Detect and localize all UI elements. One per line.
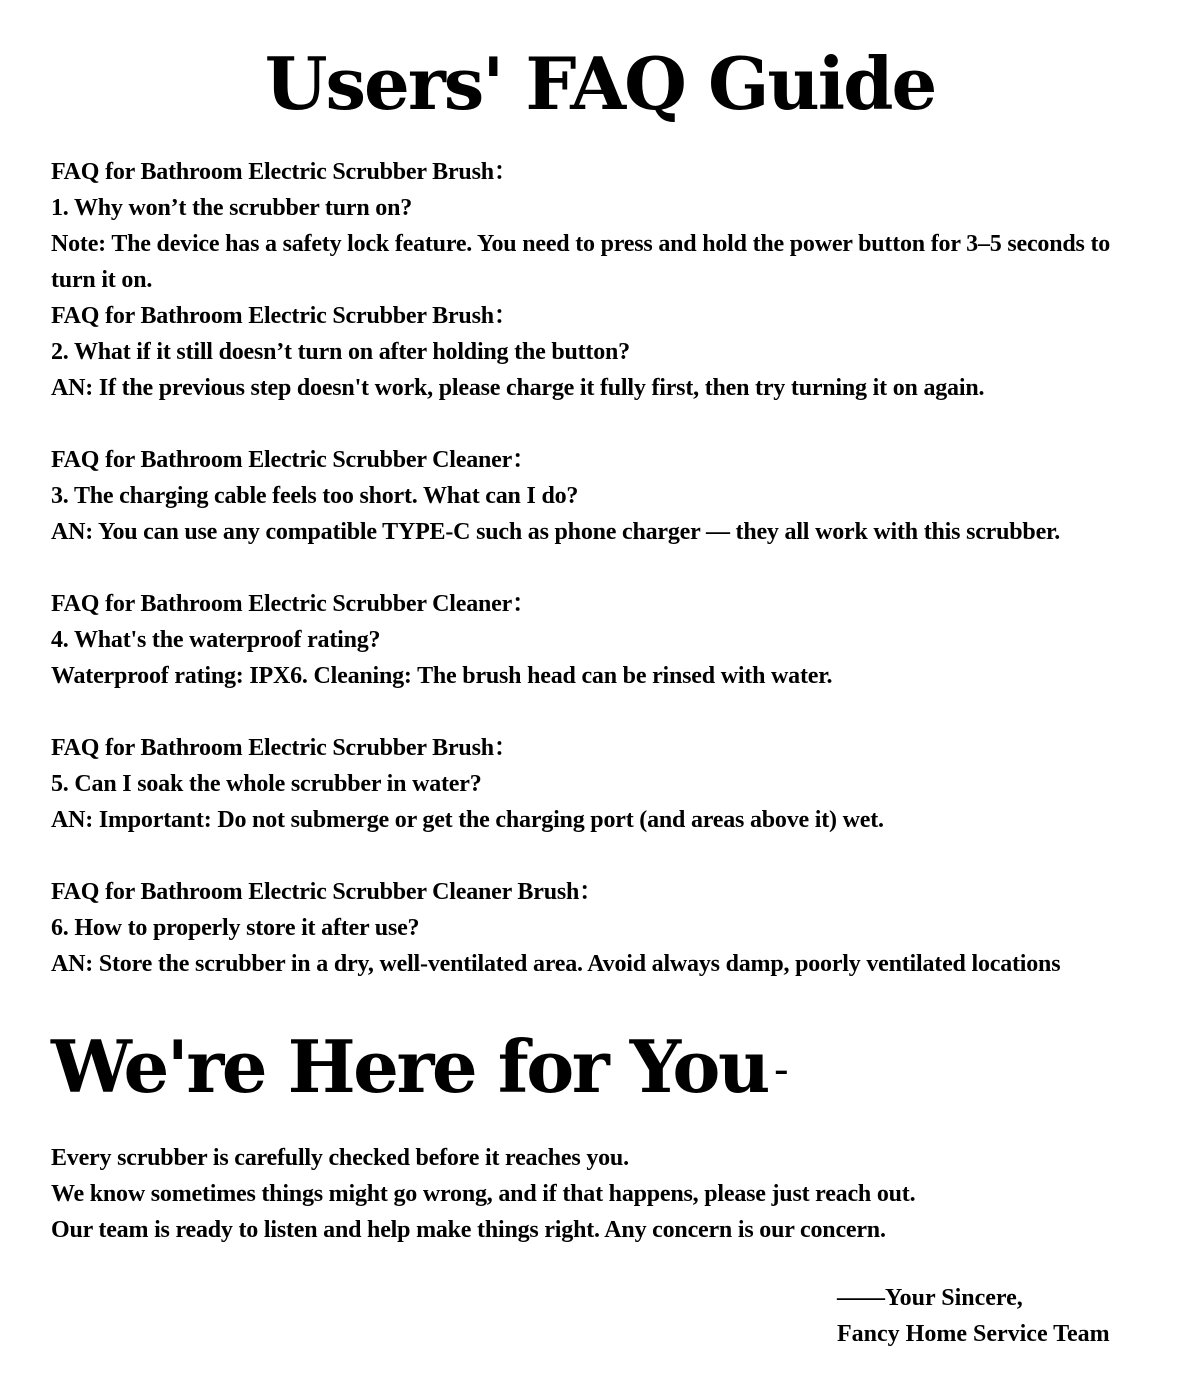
signature-team: Fancy Home Service Team — [837, 1321, 1110, 1347]
faq-item-2 — [51, 298, 1200, 442]
closing-line: We know sometimes things might go wrong, and if that happens, please just reach out. — [51, 1181, 916, 1207]
faq-answer: AN: Important: Do not submerge or get the charging port (and areas above it) wet. — [51, 807, 884, 833]
faq-category: FAQ for Bathroom Electric Scrubber Brush： — [51, 735, 518, 761]
closing-heading-text: We're Here for You — [51, 1024, 768, 1109]
closing-line: Every scrubber is carefully checked before it reaches you. — [51, 1145, 629, 1171]
faq-question: 1. Why won’t the scrubber turn on? — [51, 195, 413, 221]
faq-answer: AN: If the previous step doesn't work, please charge it fully first, then try turning it on again. — [51, 375, 985, 401]
faq-item-3 — [51, 442, 1200, 586]
faq-question: 4. What's the waterproof rating? — [51, 627, 381, 653]
closing-line: Our team is ready to listen and help make things right. Any concern is our concern. — [51, 1217, 886, 1243]
faq-question: 3. The charging cable feels too short. What can I do? — [51, 483, 579, 509]
faq-category: FAQ for Bathroom Electric Scrubber Cleaner Brush： — [51, 879, 603, 905]
closing-message — [51, 1140, 1151, 1248]
faq-answer: AN: Store the scrubber in a dry, well-ventilated area. Avoid always damp, poorly ventilated locations — [51, 951, 1061, 977]
signature-closing: ——Your Sincere, — [837, 1285, 1023, 1311]
closing-heading-dash: - — [773, 1044, 789, 1095]
faq-answer: Waterproof rating: IPX6. Cleaning: The brush head can be rinsed with water. — [51, 663, 833, 689]
faq-question: 5. Can I soak the whole scrubber in water? — [51, 771, 482, 797]
faq-item-4 — [51, 586, 1200, 730]
faq-answer: AN: You can use any compatible TYPE-C such as phone charger — they all work with this scrubber. — [51, 519, 1061, 545]
faq-item-1 — [51, 154, 1200, 298]
faq-question: 6. How to properly store it after use? — [51, 915, 420, 941]
faq-category: FAQ for Bathroom Electric Scrubber Cleaner： — [51, 447, 536, 473]
faq-question: 2. What if it still doesn’t turn on after holding the button? — [51, 339, 630, 365]
faq-answer: Note: The device has a safety lock feature. You need to press and hold the power button for 3–5 seconds to turn it on. — [51, 231, 1111, 293]
faq-list — [51, 154, 1200, 1018]
faq-item-5 — [51, 730, 1200, 874]
faq-category: FAQ for Bathroom Electric Scrubber Brush： — [51, 159, 518, 185]
signature — [837, 1280, 1110, 1352]
closing-heading — [51, 1022, 789, 1115]
faq-item-6 — [51, 874, 1200, 1018]
page-title: Users' FAQ Guide — [264, 41, 936, 126]
faq-category: FAQ for Bathroom Electric Scrubber Brush： — [51, 303, 518, 329]
faq-category: FAQ for Bathroom Electric Scrubber Cleaner： — [51, 591, 536, 617]
